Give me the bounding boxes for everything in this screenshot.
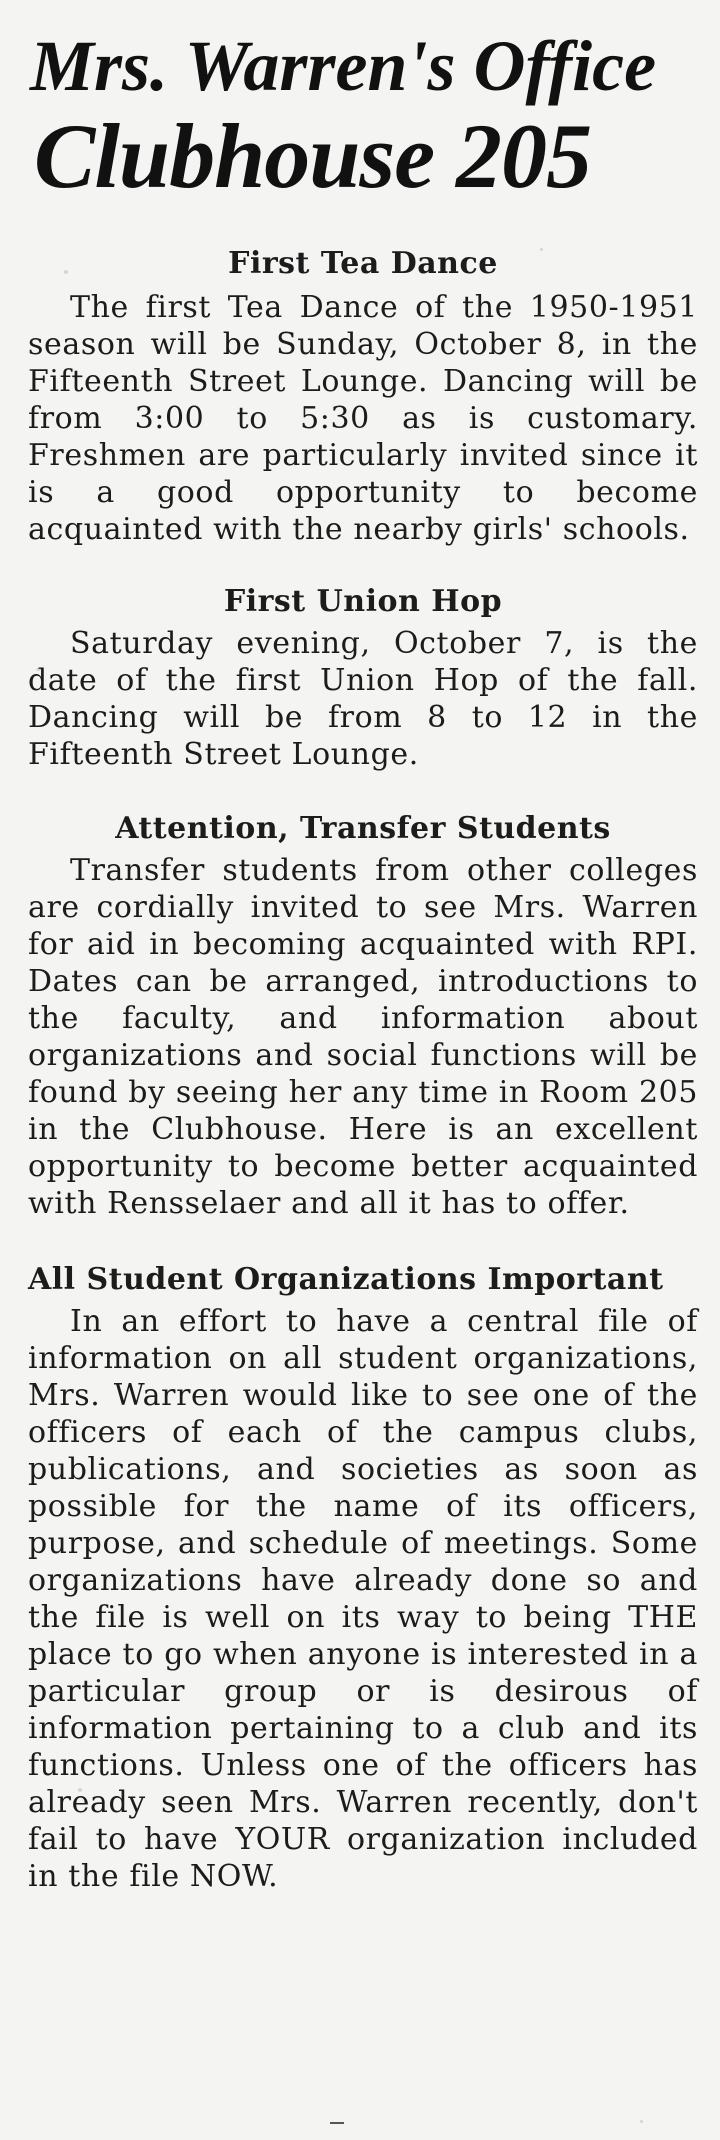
headline-line-1: Mrs. Warren's Office [30, 26, 657, 106]
section-title-transfer-students: Attention, Transfer Students [115, 811, 611, 846]
section-body-first-union-hop: Saturday evening, October 7, is the date of the first Union Hop of the fall. Dancing will be from 8 to 12 in the Fifteenth Street Lounge. [28, 626, 698, 772]
paper-speck [78, 1788, 82, 1792]
section-title-first-union-hop: First Union Hop [223, 584, 503, 619]
paper-speck [64, 270, 68, 274]
paper-speck [540, 248, 543, 251]
headline-line-2: Clubhouse 205 [34, 105, 592, 207]
section-body-first-tea-dance: The first Tea Dance of the 1950-1951 season will be Sunday, October 8, in the Fifteenth Street Lounge. Dancing will be from 3:00 to 5:30 as is customary. Freshmen are particularly invited since it is a good opportunity to become acquainted with the nearby girls' schools. [28, 290, 698, 547]
section-body-student-organizations: In an effort to have a central file of information on all student organizations, Mrs. Warren would like to see one of the officers of each of the campus clubs, publications, and societies as soon as possible for the name of its officers, purpose, and schedule of meetings. Some organizations have already done so and the file is well on its way to being THE place to go when anyone is interested in a particular group or is desirous of information pertaining to a club and its functions. Unless one of the officers has already seen Mrs. Warren recently, don't fail to have YOUR organization included in the file NOW. [28, 1304, 698, 1894]
section-title-first-tea-dance: First Tea Dance [228, 246, 498, 281]
section-body-transfer-students: Transfer students from other colleges are cordially invited to see Mrs. Warren for aid in becoming acquainted with RPI. Dates can be arranged, introductions to the faculty, and information about organizations and social functions will be found by seeing her any time in Room 205 in the Clubhouse. Here is an excellent opportunity to become better acquainted with Rensselaer and all it has to offer. [28, 853, 698, 1221]
bottom-dash [330, 2122, 344, 2124]
paper-speck [36, 668, 41, 671]
paper-speck [640, 2120, 643, 2123]
section-title-student-organizations: All Student Organizations Important [28, 1262, 664, 1297]
